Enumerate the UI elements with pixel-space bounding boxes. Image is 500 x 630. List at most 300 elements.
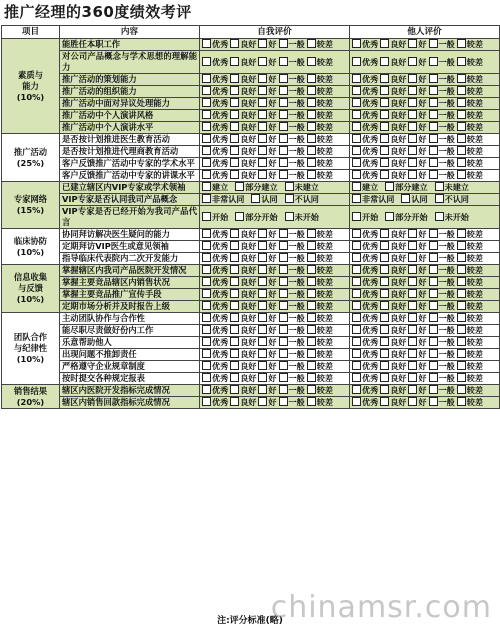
checkbox-icon[interactable] <box>202 265 211 274</box>
checkbox-icon[interactable] <box>429 385 438 394</box>
rating-option[interactable] <box>380 349 406 359</box>
rating-option[interactable] <box>408 313 426 323</box>
rating-option[interactable] <box>429 289 455 299</box>
rating-option[interactable] <box>457 86 483 96</box>
checkbox-icon[interactable] <box>429 265 438 274</box>
rating-option[interactable] <box>307 385 333 395</box>
checkbox-icon[interactable] <box>457 170 466 179</box>
rating-option[interactable] <box>408 241 426 251</box>
checkbox-icon[interactable] <box>429 301 438 310</box>
checkbox-icon[interactable] <box>258 349 267 358</box>
rating-option[interactable] <box>457 325 483 335</box>
checkbox-icon[interactable] <box>230 170 239 179</box>
checkbox-icon[interactable] <box>202 146 211 155</box>
rating-option[interactable] <box>230 337 256 347</box>
rating-option[interactable] <box>202 265 228 275</box>
checkbox-icon[interactable] <box>307 170 316 179</box>
checkbox-icon[interactable] <box>457 158 466 167</box>
rating-option[interactable] <box>279 385 305 395</box>
rating-option[interactable] <box>307 349 333 359</box>
checkbox-icon[interactable] <box>202 325 211 334</box>
checkbox-icon[interactable] <box>352 373 361 382</box>
rating-option[interactable] <box>202 122 228 132</box>
checkbox-icon[interactable] <box>429 110 438 119</box>
rating-option[interactable] <box>457 110 483 120</box>
rating-option[interactable] <box>380 253 406 263</box>
checkbox-icon[interactable] <box>352 301 361 310</box>
rating-option[interactable] <box>380 229 406 239</box>
rating-option[interactable] <box>457 122 483 132</box>
checkbox-icon[interactable] <box>307 158 316 167</box>
rating-option[interactable] <box>258 241 276 251</box>
checkbox-icon[interactable] <box>258 134 267 143</box>
checkbox-icon[interactable] <box>429 241 438 250</box>
rating-option[interactable] <box>202 158 228 168</box>
checkbox-icon[interactable] <box>230 86 239 95</box>
checkbox-icon[interactable] <box>352 397 361 406</box>
rating-option[interactable] <box>429 86 455 96</box>
checkbox-icon[interactable] <box>429 313 438 322</box>
rating-option[interactable] <box>457 241 483 251</box>
checkbox-icon[interactable] <box>408 39 417 48</box>
rating-option[interactable] <box>435 212 469 222</box>
checkbox-icon[interactable] <box>202 289 211 298</box>
checkbox-icon[interactable] <box>352 110 361 119</box>
rating-option[interactable] <box>352 170 378 180</box>
checkbox-icon[interactable] <box>230 39 239 48</box>
rating-option[interactable] <box>429 325 455 335</box>
checkbox-icon[interactable] <box>435 212 444 221</box>
checkbox-icon[interactable] <box>230 241 239 250</box>
rating-option[interactable] <box>385 212 427 222</box>
checkbox-icon[interactable] <box>258 241 267 250</box>
rating-option[interactable] <box>457 134 483 144</box>
checkbox-icon[interactable] <box>429 122 438 131</box>
rating-option[interactable] <box>230 385 256 395</box>
rating-option[interactable] <box>408 385 426 395</box>
checkbox-icon[interactable] <box>230 301 239 310</box>
rating-option[interactable] <box>380 122 406 132</box>
rating-option[interactable] <box>258 301 276 311</box>
checkbox-icon[interactable] <box>258 86 267 95</box>
rating-option[interactable] <box>258 229 276 239</box>
rating-option[interactable] <box>202 289 228 299</box>
checkbox-icon[interactable] <box>235 182 244 191</box>
checkbox-icon[interactable] <box>429 229 438 238</box>
checkbox-icon[interactable] <box>307 253 316 262</box>
checkbox-icon[interactable] <box>380 361 389 370</box>
checkbox-icon[interactable] <box>380 57 389 66</box>
checkbox-icon[interactable] <box>352 241 361 250</box>
checkbox-icon[interactable] <box>279 349 288 358</box>
checkbox-icon[interactable] <box>230 337 239 346</box>
rating-option[interactable] <box>352 98 378 108</box>
checkbox-icon[interactable] <box>457 122 466 131</box>
rating-option[interactable] <box>258 373 276 383</box>
rating-option[interactable] <box>307 301 333 311</box>
checkbox-icon[interactable] <box>385 182 394 191</box>
rating-option[interactable] <box>408 289 426 299</box>
rating-option[interactable] <box>408 373 426 383</box>
checkbox-icon[interactable] <box>408 110 417 119</box>
checkbox-icon[interactable] <box>251 194 260 203</box>
rating-option[interactable] <box>279 325 305 335</box>
rating-option[interactable] <box>380 397 406 407</box>
checkbox-icon[interactable] <box>352 74 361 83</box>
rating-option[interactable] <box>380 289 406 299</box>
rating-option[interactable] <box>352 361 378 371</box>
checkbox-icon[interactable] <box>202 182 211 191</box>
rating-option[interactable] <box>408 170 426 180</box>
checkbox-icon[interactable] <box>457 349 466 358</box>
checkbox-icon[interactable] <box>258 397 267 406</box>
checkbox-icon[interactable] <box>202 212 211 221</box>
rating-option[interactable] <box>429 74 455 84</box>
checkbox-icon[interactable] <box>429 146 438 155</box>
checkbox-icon[interactable] <box>230 325 239 334</box>
checkbox-icon[interactable] <box>408 86 417 95</box>
rating-option[interactable] <box>457 146 483 156</box>
checkbox-icon[interactable] <box>307 361 316 370</box>
rating-option[interactable] <box>258 158 276 168</box>
checkbox-icon[interactable] <box>307 74 316 83</box>
rating-option[interactable] <box>307 57 333 67</box>
rating-option[interactable] <box>279 361 305 371</box>
checkbox-icon[interactable] <box>202 122 211 131</box>
rating-option[interactable] <box>279 349 305 359</box>
checkbox-icon[interactable] <box>279 289 288 298</box>
checkbox-icon[interactable] <box>307 98 316 107</box>
rating-option[interactable] <box>380 74 406 84</box>
rating-option[interactable] <box>457 385 483 395</box>
checkbox-icon[interactable] <box>202 170 211 179</box>
checkbox-icon[interactable] <box>380 229 389 238</box>
rating-option[interactable] <box>352 313 378 323</box>
rating-option[interactable] <box>408 325 426 335</box>
checkbox-icon[interactable] <box>435 182 444 191</box>
checkbox-icon[interactable] <box>307 265 316 274</box>
checkbox-icon[interactable] <box>279 325 288 334</box>
rating-option[interactable] <box>230 301 256 311</box>
rating-option[interactable] <box>285 182 319 192</box>
rating-option[interactable] <box>385 182 427 192</box>
checkbox-icon[interactable] <box>307 337 316 346</box>
checkbox-icon[interactable] <box>279 373 288 382</box>
rating-option[interactable] <box>380 265 406 275</box>
rating-option[interactable] <box>307 253 333 263</box>
rating-option[interactable] <box>202 134 228 144</box>
checkbox-icon[interactable] <box>352 194 361 203</box>
checkbox-icon[interactable] <box>258 361 267 370</box>
checkbox-icon[interactable] <box>380 110 389 119</box>
checkbox-icon[interactable] <box>352 212 361 221</box>
checkbox-icon[interactable] <box>352 349 361 358</box>
checkbox-icon[interactable] <box>307 86 316 95</box>
checkbox-icon[interactable] <box>457 265 466 274</box>
checkbox-icon[interactable] <box>408 229 417 238</box>
rating-option[interactable] <box>307 146 333 156</box>
rating-option[interactable] <box>258 98 276 108</box>
checkbox-icon[interactable] <box>307 277 316 286</box>
rating-option[interactable] <box>279 241 305 251</box>
checkbox-icon[interactable] <box>258 385 267 394</box>
rating-option[interactable] <box>352 122 378 132</box>
rating-option[interactable] <box>352 241 378 251</box>
checkbox-icon[interactable] <box>429 277 438 286</box>
checkbox-icon[interactable] <box>202 98 211 107</box>
rating-option[interactable] <box>307 134 333 144</box>
rating-option[interactable] <box>408 277 426 287</box>
checkbox-icon[interactable] <box>429 57 438 66</box>
checkbox-icon[interactable] <box>457 301 466 310</box>
rating-option[interactable] <box>352 337 378 347</box>
rating-option[interactable] <box>258 289 276 299</box>
rating-option[interactable] <box>230 241 256 251</box>
checkbox-icon[interactable] <box>258 313 267 322</box>
checkbox-icon[interactable] <box>380 170 389 179</box>
rating-option[interactable] <box>457 229 483 239</box>
rating-option[interactable] <box>380 313 406 323</box>
rating-option[interactable] <box>279 170 305 180</box>
rating-option[interactable] <box>401 194 427 204</box>
rating-option[interactable] <box>279 397 305 407</box>
rating-option[interactable] <box>258 397 276 407</box>
checkbox-icon[interactable] <box>408 158 417 167</box>
rating-option[interactable] <box>202 229 228 239</box>
checkbox-icon[interactable] <box>352 253 361 262</box>
checkbox-icon[interactable] <box>307 289 316 298</box>
checkbox-icon[interactable] <box>307 110 316 119</box>
rating-option[interactable] <box>279 301 305 311</box>
rating-option[interactable] <box>457 301 483 311</box>
rating-option[interactable] <box>307 229 333 239</box>
rating-option[interactable] <box>202 277 228 287</box>
rating-option[interactable] <box>352 74 378 84</box>
rating-option[interactable] <box>352 325 378 335</box>
checkbox-icon[interactable] <box>352 86 361 95</box>
checkbox-icon[interactable] <box>380 373 389 382</box>
rating-option[interactable] <box>307 325 333 335</box>
rating-option[interactable] <box>202 110 228 120</box>
rating-option[interactable] <box>202 194 244 204</box>
rating-option[interactable] <box>352 385 378 395</box>
rating-option[interactable] <box>258 253 276 263</box>
rating-option[interactable] <box>307 170 333 180</box>
rating-option[interactable] <box>457 57 483 67</box>
rating-option[interactable] <box>230 253 256 263</box>
rating-option[interactable] <box>429 146 455 156</box>
checkbox-icon[interactable] <box>408 146 417 155</box>
rating-option[interactable] <box>307 122 333 132</box>
rating-option[interactable] <box>202 212 228 222</box>
checkbox-icon[interactable] <box>380 301 389 310</box>
checkbox-icon[interactable] <box>202 194 211 203</box>
rating-option[interactable] <box>457 313 483 323</box>
rating-option[interactable] <box>258 110 276 120</box>
checkbox-icon[interactable] <box>408 337 417 346</box>
checkbox-icon[interactable] <box>380 122 389 131</box>
rating-option[interactable] <box>202 86 228 96</box>
rating-option[interactable] <box>230 39 256 49</box>
rating-option[interactable] <box>457 265 483 275</box>
checkbox-icon[interactable] <box>429 349 438 358</box>
rating-option[interactable] <box>408 361 426 371</box>
rating-option[interactable] <box>202 337 228 347</box>
rating-option[interactable] <box>435 182 469 192</box>
checkbox-icon[interactable] <box>202 74 211 83</box>
rating-option[interactable] <box>202 313 228 323</box>
rating-option[interactable] <box>279 74 305 84</box>
rating-option[interactable] <box>230 265 256 275</box>
checkbox-icon[interactable] <box>429 289 438 298</box>
checkbox-icon[interactable] <box>457 229 466 238</box>
checkbox-icon[interactable] <box>279 301 288 310</box>
rating-option[interactable] <box>380 170 406 180</box>
rating-option[interactable] <box>408 39 426 49</box>
rating-option[interactable] <box>352 301 378 311</box>
checkbox-icon[interactable] <box>307 57 316 66</box>
checkbox-icon[interactable] <box>429 158 438 167</box>
checkbox-icon[interactable] <box>457 74 466 83</box>
checkbox-icon[interactable] <box>380 253 389 262</box>
checkbox-icon[interactable] <box>385 212 394 221</box>
rating-option[interactable] <box>202 170 228 180</box>
checkbox-icon[interactable] <box>202 337 211 346</box>
rating-option[interactable] <box>380 86 406 96</box>
checkbox-icon[interactable] <box>352 170 361 179</box>
rating-option[interactable] <box>279 313 305 323</box>
rating-option[interactable] <box>307 265 333 275</box>
rating-option[interactable] <box>352 158 378 168</box>
rating-option[interactable] <box>230 57 256 67</box>
checkbox-icon[interactable] <box>230 349 239 358</box>
rating-option[interactable] <box>429 301 455 311</box>
rating-option[interactable] <box>307 98 333 108</box>
rating-option[interactable] <box>202 74 228 84</box>
checkbox-icon[interactable] <box>352 57 361 66</box>
checkbox-icon[interactable] <box>279 158 288 167</box>
rating-option[interactable] <box>307 74 333 84</box>
checkbox-icon[interactable] <box>258 98 267 107</box>
checkbox-icon[interactable] <box>230 146 239 155</box>
rating-option[interactable] <box>429 337 455 347</box>
rating-option[interactable] <box>352 57 378 67</box>
rating-option[interactable] <box>457 253 483 263</box>
checkbox-icon[interactable] <box>258 110 267 119</box>
checkbox-icon[interactable] <box>285 194 294 203</box>
rating-option[interactable] <box>457 277 483 287</box>
rating-option[interactable] <box>230 397 256 407</box>
rating-option[interactable] <box>279 110 305 120</box>
checkbox-icon[interactable] <box>307 397 316 406</box>
checkbox-icon[interactable] <box>202 277 211 286</box>
checkbox-icon[interactable] <box>380 86 389 95</box>
checkbox-icon[interactable] <box>457 57 466 66</box>
rating-option[interactable] <box>230 361 256 371</box>
rating-option[interactable] <box>429 349 455 359</box>
checkbox-icon[interactable] <box>258 74 267 83</box>
checkbox-icon[interactable] <box>380 74 389 83</box>
checkbox-icon[interactable] <box>258 229 267 238</box>
checkbox-icon[interactable] <box>429 39 438 48</box>
rating-option[interactable] <box>380 134 406 144</box>
checkbox-icon[interactable] <box>352 39 361 48</box>
checkbox-icon[interactable] <box>279 253 288 262</box>
checkbox-icon[interactable] <box>429 86 438 95</box>
rating-option[interactable] <box>429 313 455 323</box>
checkbox-icon[interactable] <box>258 122 267 131</box>
rating-option[interactable] <box>279 337 305 347</box>
rating-option[interactable] <box>307 337 333 347</box>
checkbox-icon[interactable] <box>202 39 211 48</box>
rating-option[interactable] <box>307 289 333 299</box>
checkbox-icon[interactable] <box>429 373 438 382</box>
rating-option[interactable] <box>251 194 277 204</box>
checkbox-icon[interactable] <box>352 182 361 191</box>
rating-option[interactable] <box>408 265 426 275</box>
rating-option[interactable] <box>352 86 378 96</box>
checkbox-icon[interactable] <box>408 397 417 406</box>
rating-option[interactable] <box>408 134 426 144</box>
rating-option[interactable] <box>380 277 406 287</box>
rating-option[interactable] <box>202 301 228 311</box>
checkbox-icon[interactable] <box>401 194 410 203</box>
checkbox-icon[interactable] <box>307 39 316 48</box>
checkbox-icon[interactable] <box>258 158 267 167</box>
checkbox-icon[interactable] <box>202 373 211 382</box>
checkbox-icon[interactable] <box>307 229 316 238</box>
checkbox-icon[interactable] <box>202 385 211 394</box>
rating-option[interactable] <box>380 98 406 108</box>
rating-option[interactable] <box>408 337 426 347</box>
rating-option[interactable] <box>258 337 276 347</box>
checkbox-icon[interactable] <box>279 361 288 370</box>
checkbox-icon[interactable] <box>258 146 267 155</box>
rating-option[interactable] <box>285 194 319 204</box>
checkbox-icon[interactable] <box>202 397 211 406</box>
checkbox-icon[interactable] <box>352 289 361 298</box>
rating-option[interactable] <box>202 253 228 263</box>
rating-option[interactable] <box>380 325 406 335</box>
rating-option[interactable] <box>408 158 426 168</box>
checkbox-icon[interactable] <box>230 134 239 143</box>
rating-option[interactable] <box>457 349 483 359</box>
rating-option[interactable] <box>457 373 483 383</box>
rating-option[interactable] <box>230 74 256 84</box>
checkbox-icon[interactable] <box>408 289 417 298</box>
checkbox-icon[interactable] <box>352 313 361 322</box>
rating-option[interactable] <box>202 241 228 251</box>
checkbox-icon[interactable] <box>457 110 466 119</box>
rating-option[interactable] <box>258 122 276 132</box>
rating-option[interactable] <box>307 397 333 407</box>
rating-option[interactable] <box>429 158 455 168</box>
rating-option[interactable] <box>258 39 276 49</box>
rating-option[interactable] <box>230 110 256 120</box>
checkbox-icon[interactable] <box>380 146 389 155</box>
checkbox-icon[interactable] <box>279 39 288 48</box>
checkbox-icon[interactable] <box>202 134 211 143</box>
rating-option[interactable] <box>230 349 256 359</box>
rating-option[interactable] <box>408 57 426 67</box>
checkbox-icon[interactable] <box>408 385 417 394</box>
rating-option[interactable] <box>279 253 305 263</box>
rating-option[interactable] <box>202 385 228 395</box>
rating-option[interactable] <box>408 122 426 132</box>
rating-option[interactable] <box>408 146 426 156</box>
checkbox-icon[interactable] <box>279 277 288 286</box>
rating-option[interactable] <box>352 39 378 49</box>
